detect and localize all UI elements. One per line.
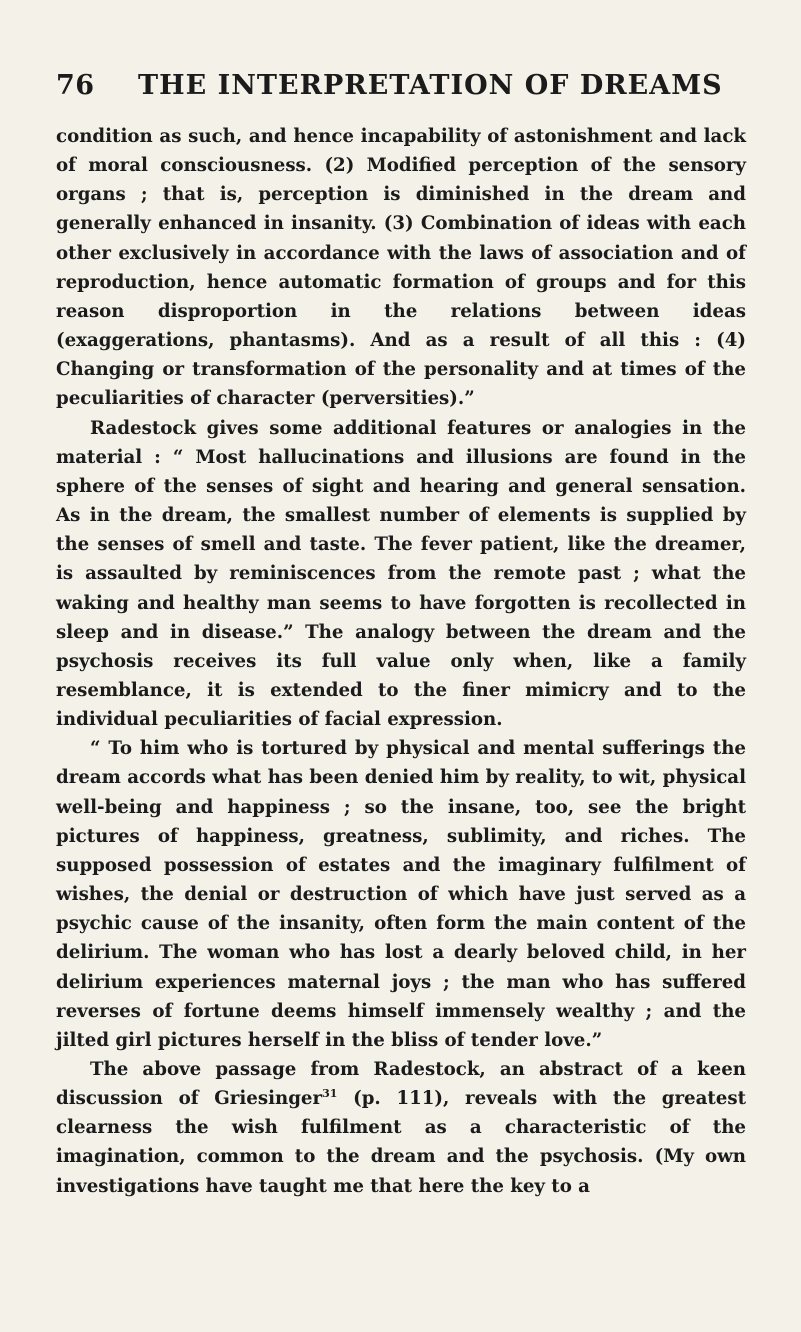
paragraph-radestock: Radestock gives some additional features or analogies in the material : “ Most hallucinations and illusions are found in the sphere of the senses of sight and hearing and general sensation. As in the dream, the smallest number of elements is supplied by the senses of smell and taste. The fever patient, like the dreamer, is assaulted by reminiscences from the remote past ; what the waking and healthy man seems to have forgotten is recollected in sleep and in disease.” The analogy between the dream and the psychosis receives its full value only when, like a family resemblance, it is extended to the finer mimicry and to the individual peculiarities of facial expression. [56,417,746,731]
body-text [56,122,746,1201]
paragraph-quote: “ To him who is tortured by physical and mental sufferings the dream accords what has been denied him by reality, to wit, physical well-being and happiness ; so the insane, too, see the bright pictures of happiness, greatness, sublimity, and riches. The supposed possession of estates and the imaginary fulfilment of wishes, the denial or destruction of which have just served as a psychic cause of the insanity, often form the main content of the delirium. The woman who has lost a dearly beloved child, in her delirium experiences maternal joys ; the man who has suffered reverses of fortune deems himself immensely wealthy ; and the jilted girl pictures herself in the bliss of tender love.” [56,738,746,1051]
page-number: 76 [56,70,95,101]
page-header [56,70,746,110]
paragraph-above-passage [56,1055,746,1201]
footnote-reference: 31 [322,1087,338,1101]
paragraph-continued: condition as such, and hence incapability of astonishment and lack of moral consciousness. (2) Modified perception of the sensory organs ; that is, perception is diminished in the dream and generally enhanced in insanity. (3) Combination of ideas with each other exclusively in accordance with the laws of association and of reproduction, hence automatic formation of groups and for this reason disproportion in the relations between ideas (exaggerations, phantasms). And as a result of all this : (4) Changing or transformation of the personality and at times of the peculiarities of character (perversities).” [56,126,746,410]
running-title: THE INTERPRETATION OF DREAMS [138,70,723,101]
paragraph-text-after-footnote: (p. 111), reveals with the greatest clearness the wish fulfilment as a characteristic of the imagination, common to the dream and the psychosis. (My own investigations have taught me that here the key to a [56,1088,746,1197]
paragraph-text-before-footnote: The above passage from Radestock, an abstract of a keen discussion of Griesinger [56,1059,746,1110]
